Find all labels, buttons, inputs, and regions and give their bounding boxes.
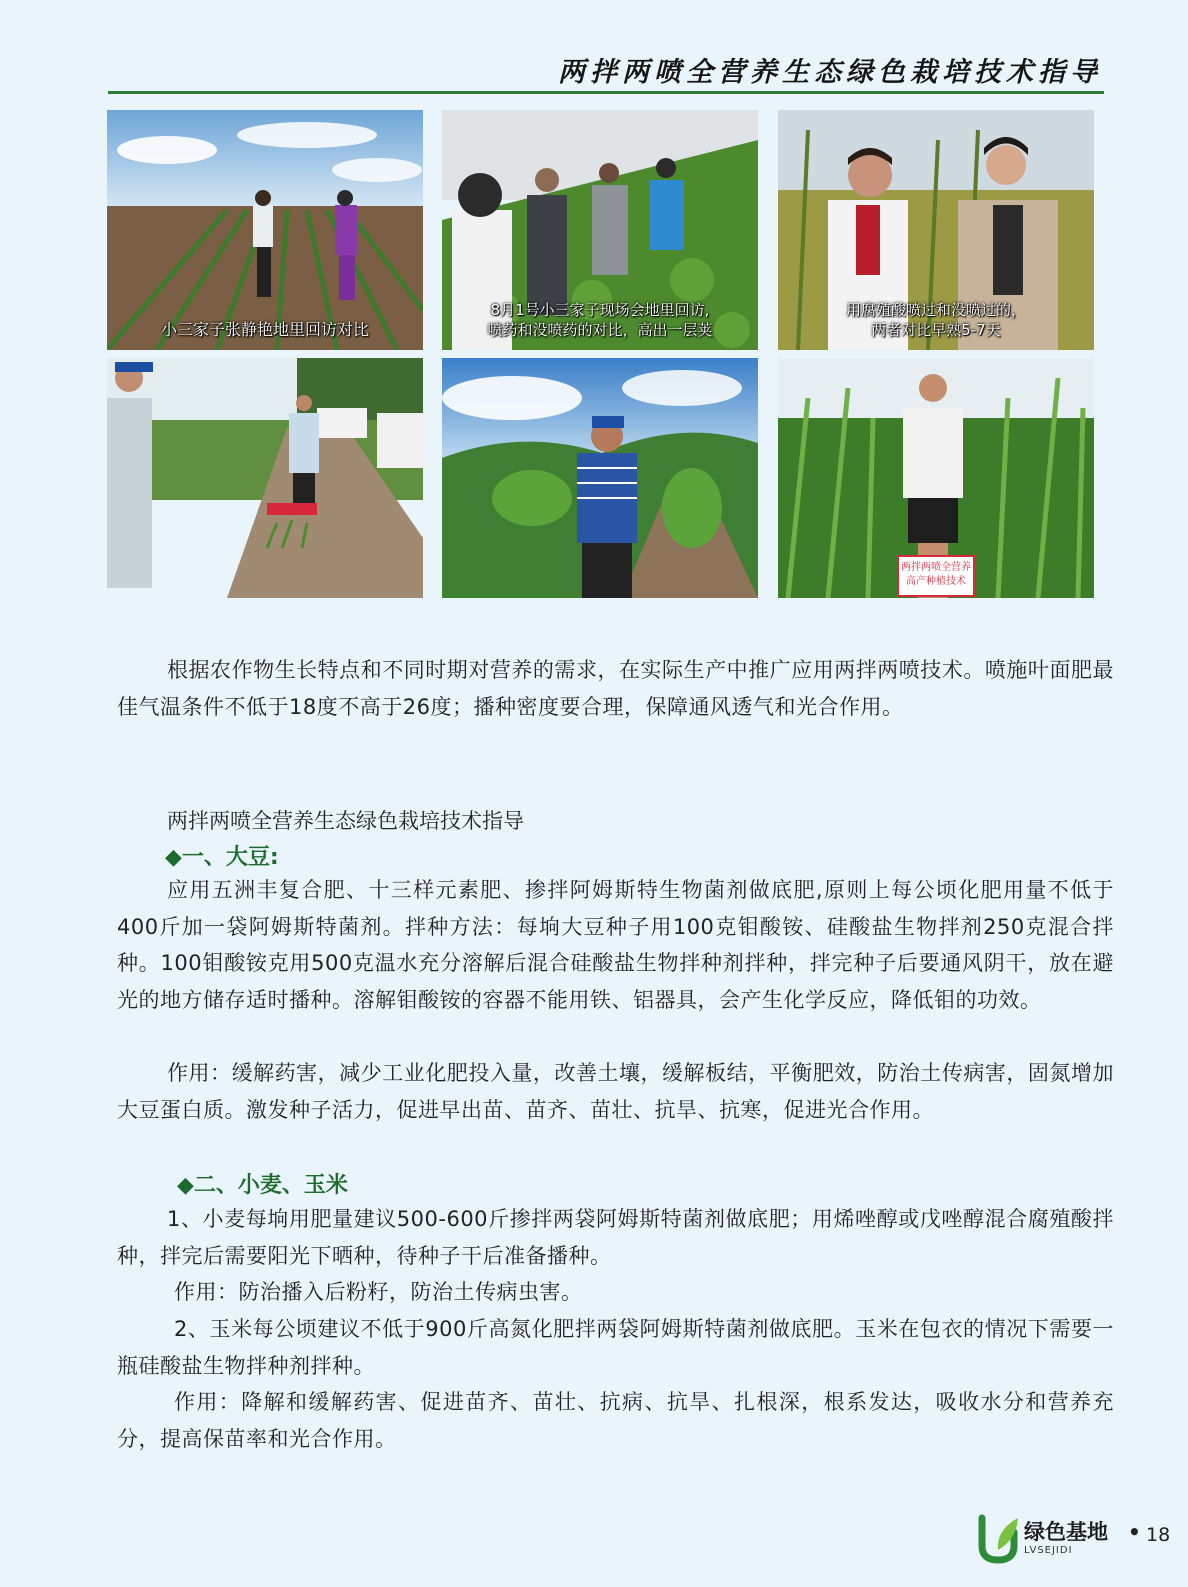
caption-line: 小三家子张静艳地里回访对比	[160, 320, 369, 339]
photo-caption-3	[778, 300, 1094, 340]
section1-paragraph-1: 应用五洲丰复合肥、十三样元素肥、掺拌阿姆斯特生物菌剂做底肥,原则上每公顷化肥用量不低于400斤加一袋阿姆斯特菌剂。拌种方法：每垧大豆种子用100克钼酸铵、硅酸盐生物拌剂250克混合拌种。100钼酸铵克用500克温水充分溶解后混合硅酸盐生物拌种剂拌种，拌完种子后要通风阴干，放在避光的地方储存适时播种。溶解钼酸铵的容器不能用铁、铝器具，会产生化学反应，降低钼的功效。	[117, 878, 1114, 1012]
section-subtitle: 两拌两喷全营养生态绿色栽培技术指导	[167, 809, 524, 833]
photo-soybean-compare	[778, 110, 1094, 350]
sign-line-2: 高产种植技术	[906, 576, 966, 587]
sign-line-1: 两拌两喷全营养	[901, 562, 971, 573]
caption-line: 喷药和没喷药的对比，高出一层荚	[487, 321, 713, 339]
photo-caption-1	[107, 319, 423, 340]
section2-paragraph-4: 作用：降解和缓解药害、促进苗齐、苗壮、抗病、抗旱、扎根深，根系发达，吸收水分和营养充分，提高保苗率和光合作用。	[117, 1390, 1114, 1451]
section2-paragraph-2: 作用：防治播入后粉籽，防治土传病虫害。	[174, 1280, 583, 1304]
header-rule	[108, 91, 1104, 94]
caption-line: 用腐殖酸喷过和没喷过的，	[845, 301, 1026, 319]
intro-paragraph: 根据农作物生长特点和不同时期对营养的需求，在实际生产中推广应用两拌两喷技术。喷施叶面肥最佳气温条件不低于18度不高于26度；播种密度要合理，保障通风透气和光合作用。	[117, 658, 1114, 719]
caption-line: 8月1号小三家子现场会地里回访,	[490, 301, 710, 319]
section2-paragraph-3: 2、玉米每公顷建议不低于900斤高氮化肥拌两袋阿姆斯特菌剂做底肥。玉米在包衣的情况下需要一瓶硅酸盐生物拌种剂拌种。	[117, 1317, 1114, 1378]
section1-paragraph-2: 作用：缓解药害，减少工业化肥投入量，改善土壤，缓解板结，平衡肥效，防治土传病害，固氮增加大豆蛋白质。激发种子活力，促进早出苗、苗齐、苗壮、抗旱、抗寒，促进光合作用。	[117, 1061, 1114, 1122]
header-title: 两拌两喷全营养生态绿色栽培技术指导	[558, 57, 1102, 88]
photo-roadside-visit	[107, 358, 423, 598]
photo-field-visit-1	[107, 110, 423, 350]
photo-sunflower-roots	[442, 358, 758, 598]
caption-line: 两者对比早熟5-7天	[871, 321, 1001, 339]
section2-heading: ◆二、小麦、玉米	[177, 1173, 348, 1198]
photo-caption-2	[442, 300, 758, 340]
footer-brand: 绿色基地	[1024, 1520, 1108, 1544]
section2-paragraph-1: 1、小麦每垧用肥量建议500-600斤掺拌两袋阿姆斯特菌剂做底肥；用烯唑醇或戊唑醇混合腐殖酸拌种，拌完后需要阳光下晒种，待种子干后准备播种。	[117, 1207, 1114, 1268]
leaf-logo-icon	[976, 1512, 1022, 1564]
section1-heading: ◆一、大豆:	[165, 845, 279, 870]
footer-dot: •	[1128, 1520, 1141, 1544]
photo-corn-field	[778, 358, 1094, 598]
photo-field-visit-2	[442, 110, 758, 350]
footer-brand-sub: LVSEJIDI	[1024, 1545, 1073, 1556]
page-number: 18	[1146, 1524, 1171, 1546]
